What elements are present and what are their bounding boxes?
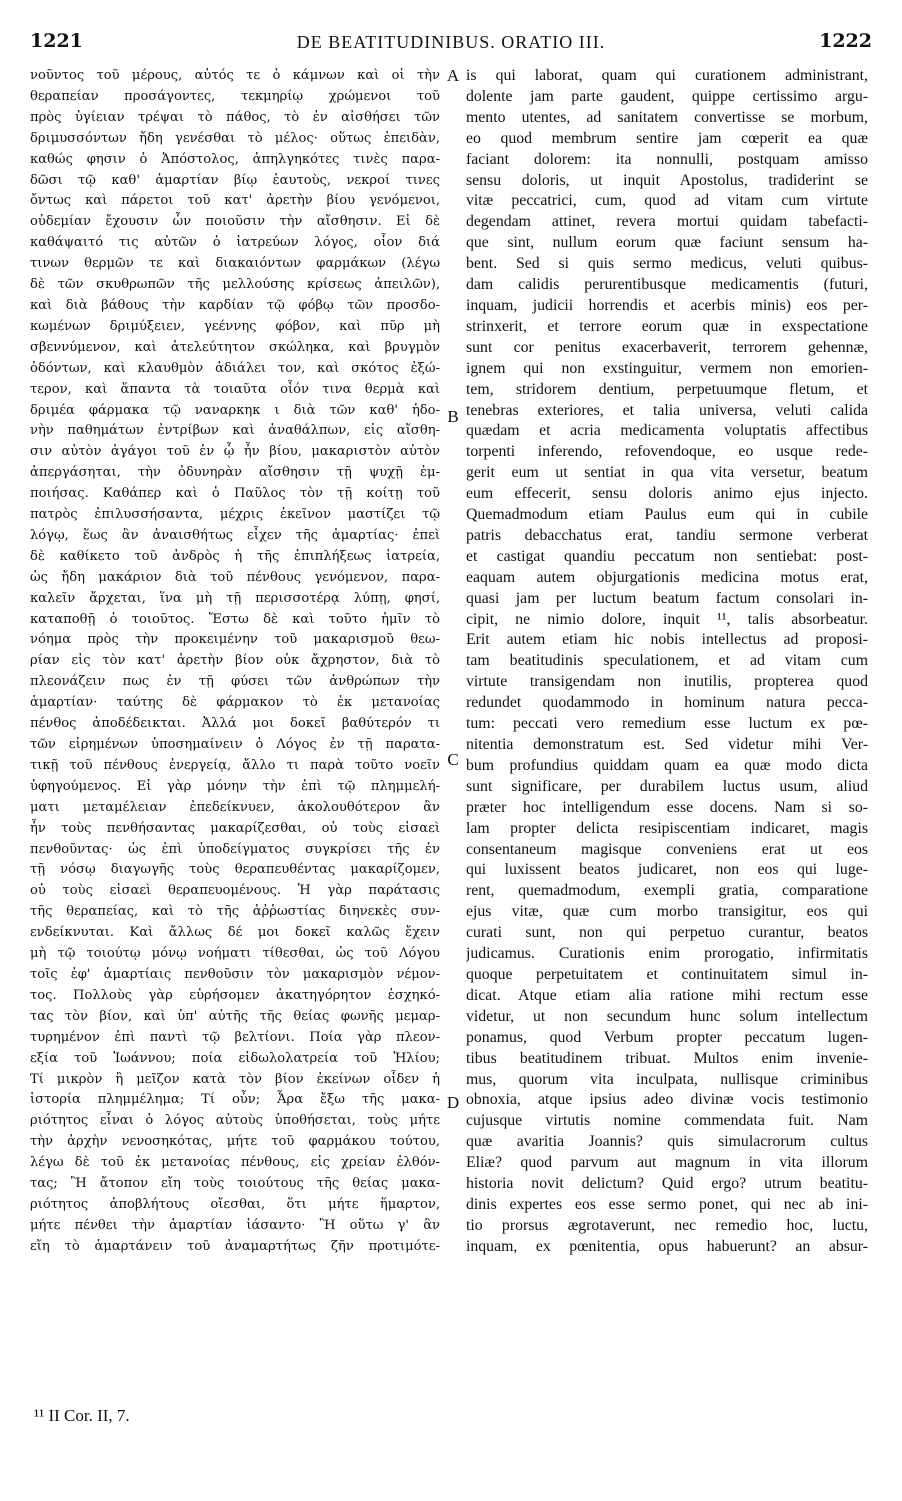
latin-text-line: ignem qui non exstinguitur, vermem non emorien- — [466, 359, 868, 377]
latin-text-line: gerit eum ut sentiat in qua vita versetur, beatum — [466, 464, 868, 482]
latin-text-line: bent. Sed si quis sermo medicus, veluti quibus- — [466, 255, 868, 273]
greek-text-line: ἱστορία πλημμέλημα; Τί οὖν; Ἆρα ἔξω τῆς μακα- — [30, 1092, 440, 1108]
greek-text-line: καθώς φησιν ὁ Ἀπόστολος, ἀπηλγηκότες τινὲς παρα- — [30, 151, 440, 167]
greek-text-line: εἴη τὸ ἁμαρτάνειν τοῦ ἀναμαρτήτως ζῆν προτιμότε- — [30, 1238, 440, 1254]
margin-letter-c: C — [447, 750, 459, 769]
latin-text-line: tenebras exteriores, et talia universa, veluti calida — [466, 401, 868, 419]
greek-text-line: τῇ νόσῳ διαγωγῆς τοὺς θεραπευθέντας μακαρίζομεν, — [30, 862, 440, 878]
latin-text-line: dam calidis perurentibusque medicamentis (futuri, — [466, 276, 868, 294]
latin-text-line: consentaneum magisque conveniens erat ut eos — [466, 840, 868, 858]
latin-text-line: præter hoc intelligendum esse docens. Nam si so- — [466, 798, 868, 816]
greek-text-line: νὴν παθημάτων ἐντρίβων καὶ ἀναθάλπων, εἰς αἴσθη- — [30, 423, 440, 439]
latin-text-line: ejus vitæ, quæ cum morbo transigitur, eos qui — [466, 903, 868, 921]
latin-text-line: strinxerit, et terrore eorum quæ in exspectatione — [466, 317, 868, 335]
latin-text-line: mento utentes, ad sanitatem convertisse se morbum, — [466, 108, 868, 126]
latin-text-line: Eliæ? quod parvum aut magnum in vita illorum — [466, 1154, 868, 1172]
greek-text-line: ποιήσας. Καθάπερ καὶ ὁ Παῦλος τὸν τῇ κοίτῃ τοῦ — [30, 486, 440, 502]
greek-text-line: σβεννύμενον, καὶ ἀτελεύτητον σκώληκα, καὶ βρυγμὸν — [30, 339, 440, 355]
latin-text-line: videtur, ut non secundum hunc solum intellectum — [466, 1007, 868, 1025]
latin-text-line: tio prorsus ægrotaverunt, nec remedio hoc, luctu, — [466, 1216, 868, 1234]
margin-letter-d: D — [446, 1093, 460, 1112]
latin-text-line: sunt cor penitus exacerbaverit, terrorem gehennæ, — [466, 338, 868, 356]
latin-text-line: tam beatitudinis speculationem, et ad vitam cum — [466, 652, 868, 670]
greek-text-line: μὴ τῷ τοιούτῳ μόνῳ νοήματι τίθεσθαι, ὡς τοῦ Λόγου — [30, 946, 440, 962]
latin-text-line: eaquam autem objurgationis medicina motus erat, — [466, 568, 868, 586]
footnote: ¹¹ II Cor. II, 7. — [34, 1406, 130, 1425]
latin-text-line: Quemadmodum etiam Paulus eum qui in cubile — [466, 506, 868, 524]
greek-text-line: ριότητος εἶναι ὁ λόγος αὐτοὺς ὑποθήσεται, τοὺς μήτε — [30, 1113, 440, 1129]
latin-text-line: Erit autem etiam hic nobis intellectus ad proposi- — [466, 631, 868, 649]
latin-text-line: torpenti inferendo, refovendoque, eo usque rede- — [466, 443, 868, 461]
greek-text-line: λέγω δὲ τοῦ ἐκ μετανοίας πένθους, εἰς χρείαν ἐλθόν- — [30, 1155, 440, 1171]
latin-text-line: lam propter delicta resipiscentiam indicaret, magis — [466, 819, 868, 837]
greek-text-line: δριμυσσόντων ἤδη γενέσθαι τὸ μέλος· οὕτως ἐπειδὰν, — [30, 130, 440, 146]
running-title: DE BEATITUDINIBUS. ORATIO III. — [296, 32, 606, 52]
latin-text-line: sunt significare, per durabilem luctus usum, aliud — [466, 777, 868, 795]
page-number-left: 1221 — [30, 30, 83, 52]
latin-text-line: mus, quorum vita inculpata, nullisque criminibus — [466, 1070, 868, 1088]
latin-text-line: tum: peccati vero remedium esse luctum ex pœ- — [466, 715, 868, 733]
latin-text-line: is qui laborat, quam qui curationem administrant, — [466, 67, 868, 84]
greek-text-line: δὲ καθίκετο τοῦ ἀνδρὸς ἡ τῆς ἐπιπλήξεως ἰατρεία, — [30, 548, 440, 564]
greek-column — [30, 66, 440, 1258]
greek-text-line: ἀπεργάσηται, τὴν ὀδυνηρὰν αἴσθησιν τῇ ψυχῇ ἐμ- — [30, 465, 440, 481]
latin-text-line: inquam, judicii horrendis et acerbis minis) eos per- — [466, 296, 868, 314]
greek-text-line: ματι μεταμέλειαν ἐπεδείκνυεν, ἀκολουθότερον ἂν — [30, 799, 440, 815]
latin-text-line: curati sunt, non qui perpetuo curantur, beatos — [466, 924, 868, 942]
latin-text-line: obnoxia, atque ipsius adeo divinæ vocis testimonio — [466, 1091, 868, 1109]
latin-text-line: faciant dolorem: ita nonnulli, postquam amisso — [466, 150, 868, 168]
greek-text-line: τυρημένον ἐπὶ παντὶ τῷ βελτίονι. Ποία γὰρ πλεον- — [30, 1029, 440, 1045]
latin-text-line: patris debacchatus erat, tandiu sermone verberat — [466, 526, 868, 544]
greek-text-line: λόγῳ, ἕως ἂν ἀναισθήτως εἶχεν τῆς ἁμαρτίας· ἐπεὶ — [30, 527, 440, 543]
latin-text-line: redundet quodammodo in hominum natura pecca- — [466, 694, 868, 712]
greek-text-line: κωμένων δριμύξειεν, γεέννης φόβον, καὶ πῦρ μὴ — [30, 318, 440, 334]
greek-text-line: οὐδεμίαν ἔχουσιν ὧν ποιοῦσιν τὴν αἴσθησιν. Εἰ δὲ — [30, 214, 440, 230]
latin-text-line: historia novit delictum? Quid ergo? utrum beatitu- — [466, 1175, 868, 1193]
greek-text-line: νόημα πρὸς τὴν προκειμένην τοῦ μακαρισμοῦ θεω- — [30, 632, 440, 648]
greek-text-line: τῆς θεραπείας, καὶ τὸ τῆς ἀῤῥωστίας διηνεκὲς συν- — [30, 904, 440, 920]
latin-text-line: quasi jam per luctum beatum factum consolari in- — [466, 589, 868, 607]
greek-text-line: ὄντως καὶ πάρετοι τοῦ κατ' ἀρετὴν βίου γενόμενοι, — [30, 193, 440, 209]
latin-text-line: dinis expertes eos esse sermo ponet, qui nec ab ini- — [466, 1195, 868, 1213]
greek-text-line: οὐ τοὺς εἰσαεὶ θεραπευομένους. Ἡ γὰρ παράτασις — [30, 883, 440, 899]
latin-text-line: ponamus, quod Verbum propter peccatum lugen- — [466, 1028, 868, 1046]
greek-text-line: ριότητος ἀποβλήτους οἴεσθαι, ὅτι μήτε ἥμαρτον, — [30, 1196, 440, 1212]
greek-text-line: καταποθῇ ὁ τοιοῦτος. Ἔστω δὲ καὶ τοῦτο ἡμῖν τὸ — [30, 611, 440, 627]
latin-text-line: quæ avaritia Joannis? quis simulacrorum cultus — [466, 1133, 868, 1151]
greek-text-line: τῶν εἰρημένων ὑποσημαίνειν ὁ Λόγος ἐν τῇ παρατα- — [30, 737, 440, 752]
greek-text-line: ρίαν εἰς τὸν κατ' ἀρετὴν βίον οὐκ ἄχρηστον, διὰ τὸ — [30, 653, 440, 669]
latin-text-line: vitæ peccatrici, cum, quod ad vitam cum virtute — [466, 192, 868, 210]
greek-text-line: τερον, καὶ ἅπαντα τὰ τοιαῦτα οἷόν τινα θερμὰ καὶ — [30, 381, 440, 397]
latin-text-line: virtute transigendam non inutilis, propterea quod — [466, 673, 868, 691]
greek-text-line: ἁμαρτίαν· ταύτης δὲ φάρμακον τὸ ἐκ μετανοίας — [30, 695, 440, 711]
greek-text-line: ὀδόντων, καὶ κλαυθμὸν ἀδιάλει τον, καὶ σκότος ἐξώ- — [30, 360, 440, 376]
greek-text-line: ενδείκνυται. Καὶ ἄλλως δέ μοι δοκεῖ καλῶς ἔχειν — [30, 925, 440, 941]
greek-text-line: ἦν τοὺς πενθήσαντας μακαρίζεσθαι, οὐ τοὺς εἰσαεὶ — [30, 820, 440, 836]
greek-text-line: μήτε πένθει τὴν ἁμαρτίαν ἰάσαντο· Ἢ οὕτω γ' ἂν — [30, 1217, 440, 1233]
latin-column — [466, 66, 868, 1258]
greek-text-line: εξία τοῦ Ἰωάννου; ποία εἰδωλολατρεία τοῦ Ἡλίου; — [30, 1050, 440, 1066]
greek-text-line: τοῖς ἐφ' ἁμαρτίαις πενθοῦσιν τὸν μακαρισμὸν νέμον- — [30, 966, 440, 982]
greek-text-line: τος. Πολλοὺς γὰρ εὑρήσομεν ἀκατηγόρητον ἐσχηκό- — [30, 987, 440, 1003]
latin-text-line: judicamus. Curationis enim prorogatio, infirmitatis — [466, 945, 868, 963]
latin-text-line: quoque perpetuitatem et continuitatem simul in- — [466, 965, 868, 983]
greek-text-line: ὡς ἤδη μακάριον διὰ τοῦ πένθους γενόμενον, παρα- — [30, 569, 440, 585]
latin-text-line: et castigat quandiu peccatum non sentiebat: post- — [466, 547, 868, 565]
greek-text-line: δριμέα φάρμακα τῷ ναναρκηκ ι διὰ τῶν καθ' ἡδο- — [30, 402, 440, 418]
latin-text-line: nitentia demonstratum est. Sed videtur mihi Ver- — [466, 736, 868, 753]
latin-text-line: qui luxissent beatos judicaret, non eos qui luge- — [466, 861, 868, 879]
greek-text-line: πρὸς ὑγίειαν τρέψαι τὸ πάθος, τὸ ἐν αἰσθήσει τῶν — [30, 109, 440, 125]
greek-text-line: νοῦντος τοῦ μέρους, αὐτός τε ὁ κάμνων καὶ οἱ τὴν — [30, 68, 440, 83]
latin-text-line: dicat. Atque etiam alia ratione mihi rectum esse — [466, 986, 868, 1004]
running-header — [30, 30, 872, 60]
latin-text-line: eum effecerit, sensu doloris animo ejus injecto. — [466, 485, 868, 503]
greek-text-line: δῶσι τῷ καθ' ἁμαρτίαν βίῳ ἑαυτοὺς, νεκροί τινες — [30, 172, 440, 188]
greek-text-line: θεραπείαν προσάγοντες, τεκμηρίῳ χρώμενοι τοῦ — [30, 88, 440, 104]
latin-text-line: tem, stridorem dentium, perpetuumque fletum, et — [466, 380, 868, 398]
greek-text-line: τικῇ τοῦ πένθους ἐνεργείᾳ, ἄλλο τι παρὰ τοῦτο νοεῖν — [30, 757, 440, 773]
margin-letter-b: B — [447, 407, 459, 426]
latin-text-line: bum profundius quiddam quam ea quæ modo dicta — [466, 756, 868, 774]
latin-text-line: sensu doloris, ut inquit Apostolus, tradiderint se — [466, 171, 868, 189]
greek-text-line: τινων θερμῶν τε καὶ διακαιόντων φαρμάκων (λέγω — [30, 256, 440, 272]
greek-text-line: Τί μικρὸν ἢ μεῖζον κατὰ τὸν βίον ἐκείνων οἶδεν ἡ — [30, 1071, 440, 1087]
greek-text-line: σιν αὐτὸν ἀγάγοι τοῦ ἐν ᾧ ἦν βίου, μακαριστὸν αὐτὸν — [30, 444, 440, 460]
greek-text-line: ὑφηγούμενος. Εἰ γὰρ μόνην τὴν ἐπὶ τῷ πλημμελή- — [30, 778, 440, 794]
greek-text-line: καλεῖν ἄρχεται, ἵνα μὴ τῇ περισσοτέρᾳ λύπῃ, φησί, — [30, 590, 440, 606]
greek-text-line: τας τὸν βίον, καὶ ὑπ' αὐτῆς τῆς θείας φωνῆς μεμαρ- — [30, 1008, 440, 1024]
latin-text-line: dolente jam parte gaudent, quippe certissimo argu- — [466, 87, 868, 105]
margin-letter-a: A — [446, 66, 460, 85]
latin-text-line: inquam, ex pœnitentia, opus habuerunt? an absur- — [466, 1237, 868, 1255]
greek-text-line: πενθοῦντας· ὡς ἐπὶ ὑποδείγματος συγκρίσει τῆς ἐν — [30, 841, 440, 857]
latin-text-line: que sint, nullum eorum quæ faciunt sensum ha- — [466, 234, 868, 252]
latin-text-line: tibus beatitudinem tribuat. Multos enim invenie- — [466, 1049, 868, 1067]
greek-text-line: τας; Ἢ ἄτοπον εἴη τοὺς τοιούτους τῆς θείας μακα- — [30, 1176, 440, 1192]
latin-text-line: cujusque virtutis nomine commendata fuit. Nam — [466, 1112, 868, 1130]
latin-text-line: quædam et acria medicamenta voluptatis affectibus — [466, 422, 868, 440]
latin-text-line: rent, quemadmodum, exempli gratia, comparatione — [466, 882, 868, 900]
latin-text-line: cipit, ne nimio dolore, inquit ¹¹, talis absorbeatur. — [466, 610, 868, 628]
greek-text-line: δὲ τῶν σκυθρωπῶν τῆς μελλούσης κρίσεως ἀπειλῶν), — [30, 277, 440, 293]
greek-text-line: τὴν ἀρχὴν νενοσηκότας, μήτε τοῦ φαρμάκου τούτου, — [30, 1134, 440, 1150]
greek-text-line: καὶ διὰ βάθους τὴν καρδίαν τῷ φόβῳ τῶν προσδο- — [30, 297, 440, 313]
greek-text-line: πατρὸς ἐπιλυσσήσαντα, μέχρις ἐκεῖνον μαστίζει τῷ — [30, 507, 440, 523]
latin-text-line: eo quod membrum sentire jam cœperit ea quæ — [466, 129, 868, 147]
greek-text-line: πλεονάζειν πως ἐν τῇ φύσει τῶν ἀνθρώπων τὴν — [30, 674, 440, 690]
greek-text-line: καθάψαιτό τις αὐτῶν ὁ ἰατρεύων λόγος, οἷον διά — [30, 235, 440, 251]
page-number-right: 1222 — [819, 30, 872, 52]
latin-text-line: degendam attinet, revera mortui quidam tabefacti- — [466, 213, 868, 231]
greek-text-line: πένθος ἀποδέδεικται. Ἀλλά μοι δοκεῖ βαθύτερόν τι — [30, 716, 440, 732]
